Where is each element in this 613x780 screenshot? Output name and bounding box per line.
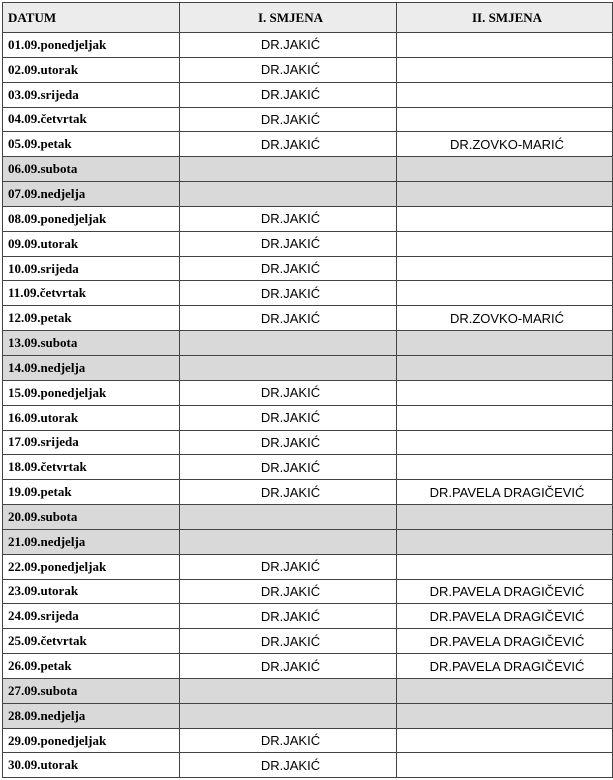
- date-cell: 13.09.subota: [3, 331, 180, 356]
- date-cell: 29.09.ponedjeljak: [3, 728, 180, 753]
- date-cell: 12.09.petak: [3, 306, 180, 331]
- first-shift-cell: DR.JAKIĆ: [180, 405, 397, 430]
- date-cell: 10.09.srijeda: [3, 256, 180, 281]
- first-shift-cell: [180, 505, 397, 530]
- table-row: [3, 107, 613, 132]
- second-shift-cell: DR.ZOVKO-MARIĆ: [397, 132, 613, 157]
- date-cell: 17.09.srijeda: [3, 430, 180, 455]
- table-row: [3, 554, 613, 579]
- second-shift-cell: DR.PAVELA DRAGIČEVIĆ: [397, 629, 613, 654]
- first-shift-cell: [180, 331, 397, 356]
- second-shift-cell: [397, 107, 613, 132]
- second-shift-cell: [397, 82, 613, 107]
- date-cell: 23.09.utorak: [3, 579, 180, 604]
- date-cell: 06.09.subota: [3, 157, 180, 182]
- shift-schedule-table: [2, 2, 613, 778]
- first-shift-cell: DR.JAKIĆ: [180, 57, 397, 82]
- date-cell: 05.09.petak: [3, 132, 180, 157]
- first-shift-cell: DR.JAKIĆ: [180, 33, 397, 58]
- second-shift-cell: DR.PAVELA DRAGIČEVIĆ: [397, 654, 613, 679]
- second-shift-cell: [397, 231, 613, 256]
- date-cell: 18.09.četvrtak: [3, 455, 180, 480]
- date-cell: 14.09.nedjelja: [3, 355, 180, 380]
- table-row: [3, 505, 613, 530]
- first-shift-cell: DR.JAKIĆ: [180, 455, 397, 480]
- first-shift-cell: [180, 182, 397, 207]
- table-body: [3, 33, 613, 778]
- date-cell: 22.09.ponedjeljak: [3, 554, 180, 579]
- table-row: [3, 182, 613, 207]
- first-shift-cell: DR.JAKIĆ: [180, 306, 397, 331]
- first-shift-cell: DR.JAKIĆ: [180, 380, 397, 405]
- table-row: [3, 380, 613, 405]
- second-shift-cell: [397, 380, 613, 405]
- date-cell: 04.09.četvrtak: [3, 107, 180, 132]
- date-cell: 27.09.subota: [3, 678, 180, 703]
- table-row: [3, 281, 613, 306]
- date-cell: 19.09.petak: [3, 480, 180, 505]
- table-row: [3, 529, 613, 554]
- second-shift-cell: [397, 728, 613, 753]
- table-row: [3, 355, 613, 380]
- date-cell: 03.09.srijeda: [3, 82, 180, 107]
- date-cell: 02.09.utorak: [3, 57, 180, 82]
- first-shift-cell: DR.JAKIĆ: [180, 430, 397, 455]
- table-row: [3, 728, 613, 753]
- table-row: [3, 604, 613, 629]
- table-row: [3, 206, 613, 231]
- first-shift-cell: [180, 355, 397, 380]
- second-shift-cell: [397, 256, 613, 281]
- date-cell: 11.09.četvrtak: [3, 281, 180, 306]
- second-shift-cell: [397, 405, 613, 430]
- date-cell: 20.09.subota: [3, 505, 180, 530]
- first-shift-cell: DR.JAKIĆ: [180, 281, 397, 306]
- table-header: [3, 3, 613, 33]
- table-row: [3, 306, 613, 331]
- second-shift-cell: [397, 157, 613, 182]
- second-shift-cell: [397, 430, 613, 455]
- table-row: [3, 256, 613, 281]
- first-shift-cell: DR.JAKIĆ: [180, 579, 397, 604]
- first-shift-cell: DR.JAKIĆ: [180, 480, 397, 505]
- table-row: [3, 57, 613, 82]
- first-shift-cell: DR.JAKIĆ: [180, 629, 397, 654]
- first-shift-cell: DR.JAKIĆ: [180, 107, 397, 132]
- table-row: [3, 579, 613, 604]
- second-shift-cell: [397, 753, 613, 778]
- first-shift-cell: DR.JAKIĆ: [180, 82, 397, 107]
- second-shift-column-header: II. SMJENA: [397, 3, 613, 33]
- first-shift-cell: DR.JAKIĆ: [180, 231, 397, 256]
- table-row: [3, 331, 613, 356]
- first-shift-cell: DR.JAKIĆ: [180, 604, 397, 629]
- first-shift-cell: DR.JAKIĆ: [180, 654, 397, 679]
- second-shift-cell: [397, 33, 613, 58]
- table-row: [3, 654, 613, 679]
- second-shift-cell: [397, 703, 613, 728]
- second-shift-cell: DR.PAVELA DRAGIČEVIĆ: [397, 604, 613, 629]
- table-row: [3, 480, 613, 505]
- second-shift-cell: [397, 57, 613, 82]
- table-row: [3, 157, 613, 182]
- date-cell: 28.09.nedjelja: [3, 703, 180, 728]
- first-shift-cell: DR.JAKIĆ: [180, 132, 397, 157]
- first-shift-cell: [180, 703, 397, 728]
- second-shift-cell: DR.ZOVKO-MARIĆ: [397, 306, 613, 331]
- table-row: [3, 629, 613, 654]
- second-shift-cell: DR.PAVELA DRAGIČEVIĆ: [397, 579, 613, 604]
- header-row: [3, 3, 613, 33]
- second-shift-cell: [397, 331, 613, 356]
- table-row: [3, 132, 613, 157]
- first-shift-cell: DR.JAKIĆ: [180, 554, 397, 579]
- second-shift-cell: DR.PAVELA DRAGIČEVIĆ: [397, 480, 613, 505]
- table-row: [3, 82, 613, 107]
- table-row: [3, 703, 613, 728]
- first-shift-cell: [180, 529, 397, 554]
- table-row: [3, 678, 613, 703]
- table-row: [3, 33, 613, 58]
- table-row: [3, 430, 613, 455]
- first-shift-cell: DR.JAKIĆ: [180, 256, 397, 281]
- first-shift-column-header: I. SMJENA: [180, 3, 397, 33]
- second-shift-cell: [397, 554, 613, 579]
- first-shift-cell: DR.JAKIĆ: [180, 753, 397, 778]
- table-row: [3, 231, 613, 256]
- second-shift-cell: [397, 206, 613, 231]
- second-shift-cell: [397, 505, 613, 530]
- second-shift-cell: [397, 281, 613, 306]
- date-cell: 09.09.utorak: [3, 231, 180, 256]
- date-cell: 08.09.ponedjeljak: [3, 206, 180, 231]
- table-row: [3, 753, 613, 778]
- second-shift-cell: [397, 455, 613, 480]
- date-cell: 24.09.srijeda: [3, 604, 180, 629]
- date-cell: 26.09.petak: [3, 654, 180, 679]
- date-cell: 21.09.nedjelja: [3, 529, 180, 554]
- date-cell: 25.09.četvrtak: [3, 629, 180, 654]
- first-shift-cell: DR.JAKIĆ: [180, 206, 397, 231]
- first-shift-cell: DR.JAKIĆ: [180, 728, 397, 753]
- second-shift-cell: [397, 529, 613, 554]
- date-cell: 07.09.nedjelja: [3, 182, 180, 207]
- table-row: [3, 455, 613, 480]
- first-shift-cell: [180, 157, 397, 182]
- second-shift-cell: [397, 355, 613, 380]
- date-cell: 15.09.ponedjeljak: [3, 380, 180, 405]
- date-column-header: DATUM: [3, 3, 180, 33]
- second-shift-cell: [397, 678, 613, 703]
- date-cell: 16.09.utorak: [3, 405, 180, 430]
- table-row: [3, 405, 613, 430]
- date-cell: 01.09.ponedjeljak: [3, 33, 180, 58]
- date-cell: 30.09.utorak: [3, 753, 180, 778]
- first-shift-cell: [180, 678, 397, 703]
- second-shift-cell: [397, 182, 613, 207]
